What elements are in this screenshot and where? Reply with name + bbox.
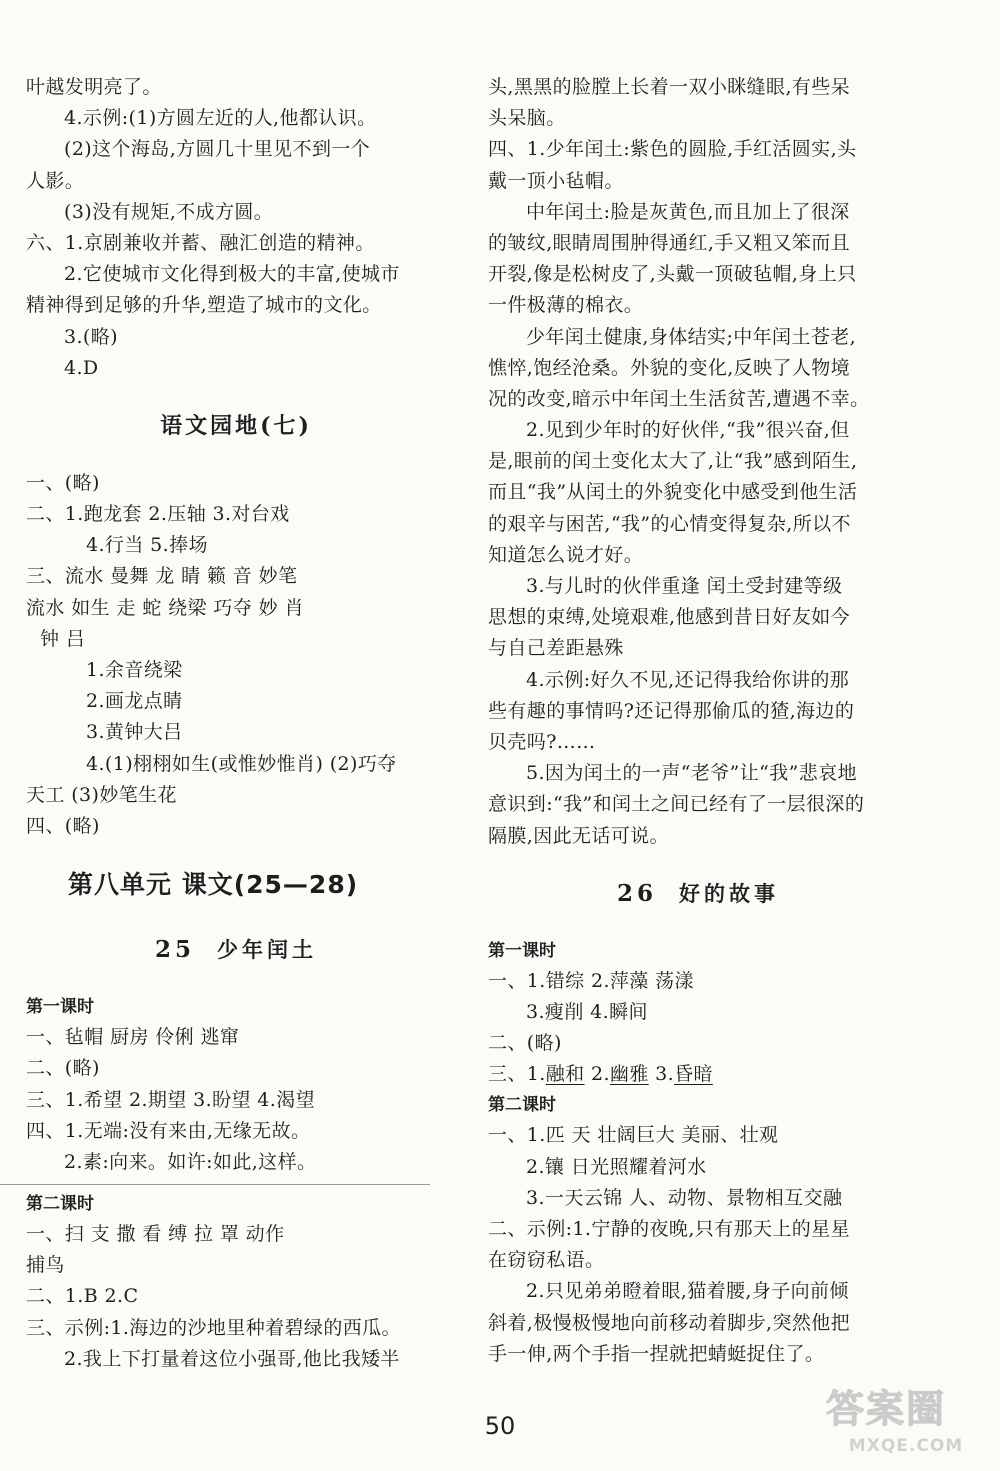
subheading-first-class: 第一课时 [488,940,556,961]
watermark-url: MXQE.COM [848,1436,964,1456]
page-number: 50 [484,1412,516,1440]
text-line: 手一伸,两个手指一捏就把蜻蜓捉住了。 [488,1342,825,1365]
text-line: 3.黄钟大吕 [86,721,183,744]
lesson-number: 25 [154,936,195,964]
text-line: (2)这个海岛,方圆几十里见不到一个 [64,138,371,161]
text-line: 知道怎么说才好。 [488,543,644,566]
subheading-second-class: 第二课时 [26,1194,94,1215]
text-line: 捕鸟 [26,1254,65,1277]
text-line: 一、扫 支 撒 看 缚 拉 罩 动作 [26,1223,285,1246]
text-line: 2.素:向来。如许:如此,这样。 [64,1150,317,1173]
text-line: 与自己差距悬殊 [488,637,624,660]
text-line: 贝壳吗?…… [488,730,596,753]
text-line: 流水 如生 走 蛇 绕梁 巧夺 妙 肖 [26,596,304,619]
text-line: 的皱纹,眼睛周围肿得通红,手又粗又笨而且 [488,231,851,254]
text-line: (3)没有规矩,不成方圆。 [64,200,274,223]
text-line: 三、流水 曼舞 龙 睛 籁 音 妙笔 [26,565,298,588]
text-line: 叶越发明亮了。 [26,76,162,98]
text-line: 4.(1)栩栩如生(或惟妙惟肖) (2)巧夺 [86,752,397,775]
underlined-word: 昏暗 [674,1063,713,1086]
text-line: 二、(略) [26,1057,100,1080]
text-line: 四、1.少年闰土:紫色的圆脸,手红活圆实,头 [488,138,857,161]
text-line: 天工 (3)妙笔生花 [26,783,177,806]
text-line: 是,眼前的闰土变化太大了,让“我”感到陌生, [488,450,858,473]
text-line: 些有趣的事情吗?还记得那偷瓜的猹,海边的 [488,699,855,722]
text-line: 2.画龙点睛 [86,690,183,713]
text-line: 少年闰土健康,身体结实;中年闰土苍老, [526,325,857,348]
text-line: 2.它使城市文化得到极大的丰富,使城市 [64,263,400,286]
text-line: 4.D [64,356,99,379]
text-line: 四、1.无端:没有来由,无缘无故。 [26,1119,311,1142]
underlined-word: 幽雅 [609,1063,649,1086]
text-line: 二、1.跑龙套 2.压轴 3.对台戏 [26,503,290,526]
spacer [26,384,446,404]
spacer [26,908,446,928]
text-line: 二、示例:1.宁静的夜晚,只有那天上的星星 [488,1218,850,1240]
lesson-number: 26 [616,879,657,907]
text-line: 戴一顶小毡帽。 [488,169,624,192]
text-line: 六、1.京剧兼收并蓄、融汇创造的精神。 [26,231,375,254]
lesson-title-26 [488,872,908,916]
text-line: 三、示例:1.海边的沙地里种着碧绿的西瓜。 [26,1316,401,1339]
text-line: 三、1.希望 2.期望 3.盼望 4.渴望 [26,1088,316,1111]
lesson-name: 少年闰土 [217,937,317,963]
text-line: 头,黑黑的脸膛上长着一双小眯缝眼,有些呆 [488,76,851,98]
watermark-stamp: 答案圈 [826,1387,947,1431]
text-line: 精神得到足够的升华,塑造了城市的文化。 [26,294,382,317]
text-line: 思想的束缚,处境艰难,他感到昔日好友如今 [488,606,851,629]
text-line: 开裂,像是松树皮了,头戴一顶破毡帽,身上只 [488,263,857,286]
text-line: 钟 吕 [40,627,86,650]
right-column [488,72,908,1370]
text-line: 3.瘦削 4.瞬间 [526,1000,648,1023]
text-fragment: 三、1. [488,1063,546,1086]
text-line: 3.一天云锦 人、动物、景物相互交融 [526,1186,843,1209]
text-line: 中年闰土:脸是灰黄色,而且加上了很深 [526,200,850,223]
divider [0,1184,430,1185]
text-line: 一、(略) [26,471,100,494]
text-line: 人影。 [26,169,85,192]
watermark-logo [826,1378,986,1460]
text-line: 意识到:“我”和闰土之间已经有了一层很深的 [488,793,865,816]
text-line: 4.示例:(1)方圆左近的人,他都认识。 [64,107,377,130]
lesson-title-25 [26,928,446,972]
subheading-second-class: 第二课时 [488,1095,556,1116]
text-line: 3.与儿时的伙伴重逢 闰土受封建等级 [526,575,843,597]
text-line: 憔悴,饱经沧桑。外貌的变化,反映了人物境 [488,356,851,379]
text-line: 况的改变,暗示中年闰土生活贫苦,遭遇不幸。 [488,387,870,410]
spacer [26,842,446,862]
text-line: 的艰辛与困苦,“我”的心情变得复杂,所以不 [488,512,851,535]
text-line-underlined [488,1059,908,1090]
text-line: 一、1.匹 天 壮阔巨大 美丽、壮观 [488,1124,779,1147]
spacer [488,852,908,872]
spacer [26,972,446,992]
text-line: 二、(略) [488,1032,562,1055]
text-line: 头呆脑。 [488,107,566,130]
text-line: 隔膜,因此无话可说。 [488,824,670,847]
text-line: 一、1.错综 2.萍藻 荡漾 [488,969,694,992]
text-line: 二、1.B 2.C [26,1285,139,1308]
text-fragment: 2. [584,1063,610,1086]
text-line: 一、毡帽 厨房 伶俐 逃窜 [26,1026,240,1049]
text-line: 而且“我”从闰土的外貌变化中感受到他生活 [488,481,858,504]
text-line: 在窃窃私语。 [488,1249,605,1272]
underlined-word: 融和 [545,1063,585,1086]
text-line: 2.只见弟弟瞪着眼,猫着腰,身子向前倾 [526,1280,849,1303]
text-line: 2.我上下打量着这位小强哥,他比我矮半 [64,1347,400,1370]
lesson-name: 好的故事 [679,880,779,906]
text-line: 2.见到少年时的好伙伴,“我”很兴奋,但 [526,419,850,442]
text-line: 5.因为闰土的一声“老爷”让“我”悲哀地 [526,762,857,785]
unit-title: 第八单元 课文(25—28) [68,870,359,900]
text-line: 斜着,极慢极慢地向前移动着脚步,突然他把 [488,1311,851,1334]
text-line: 4.示例:好久不见,还记得我给你讲的那 [526,668,850,691]
subheading-first-class: 第一课时 [26,997,94,1018]
text-line: 四、(略) [26,814,100,837]
spacer [488,916,908,936]
spacer [26,448,446,468]
text-line: 一件极薄的棉衣。 [488,294,644,317]
text-fragment: 3. [648,1063,675,1086]
text-line: 3.(略) [64,325,118,348]
text-line: 4.行当 5.捧场 [86,534,208,557]
left-column [26,72,446,1375]
text-line: 2.镶 日光照耀着河水 [526,1155,707,1178]
section-title-garden: 语文园地(七) [160,412,312,439]
text-line: 1.余音绕梁 [86,659,183,681]
